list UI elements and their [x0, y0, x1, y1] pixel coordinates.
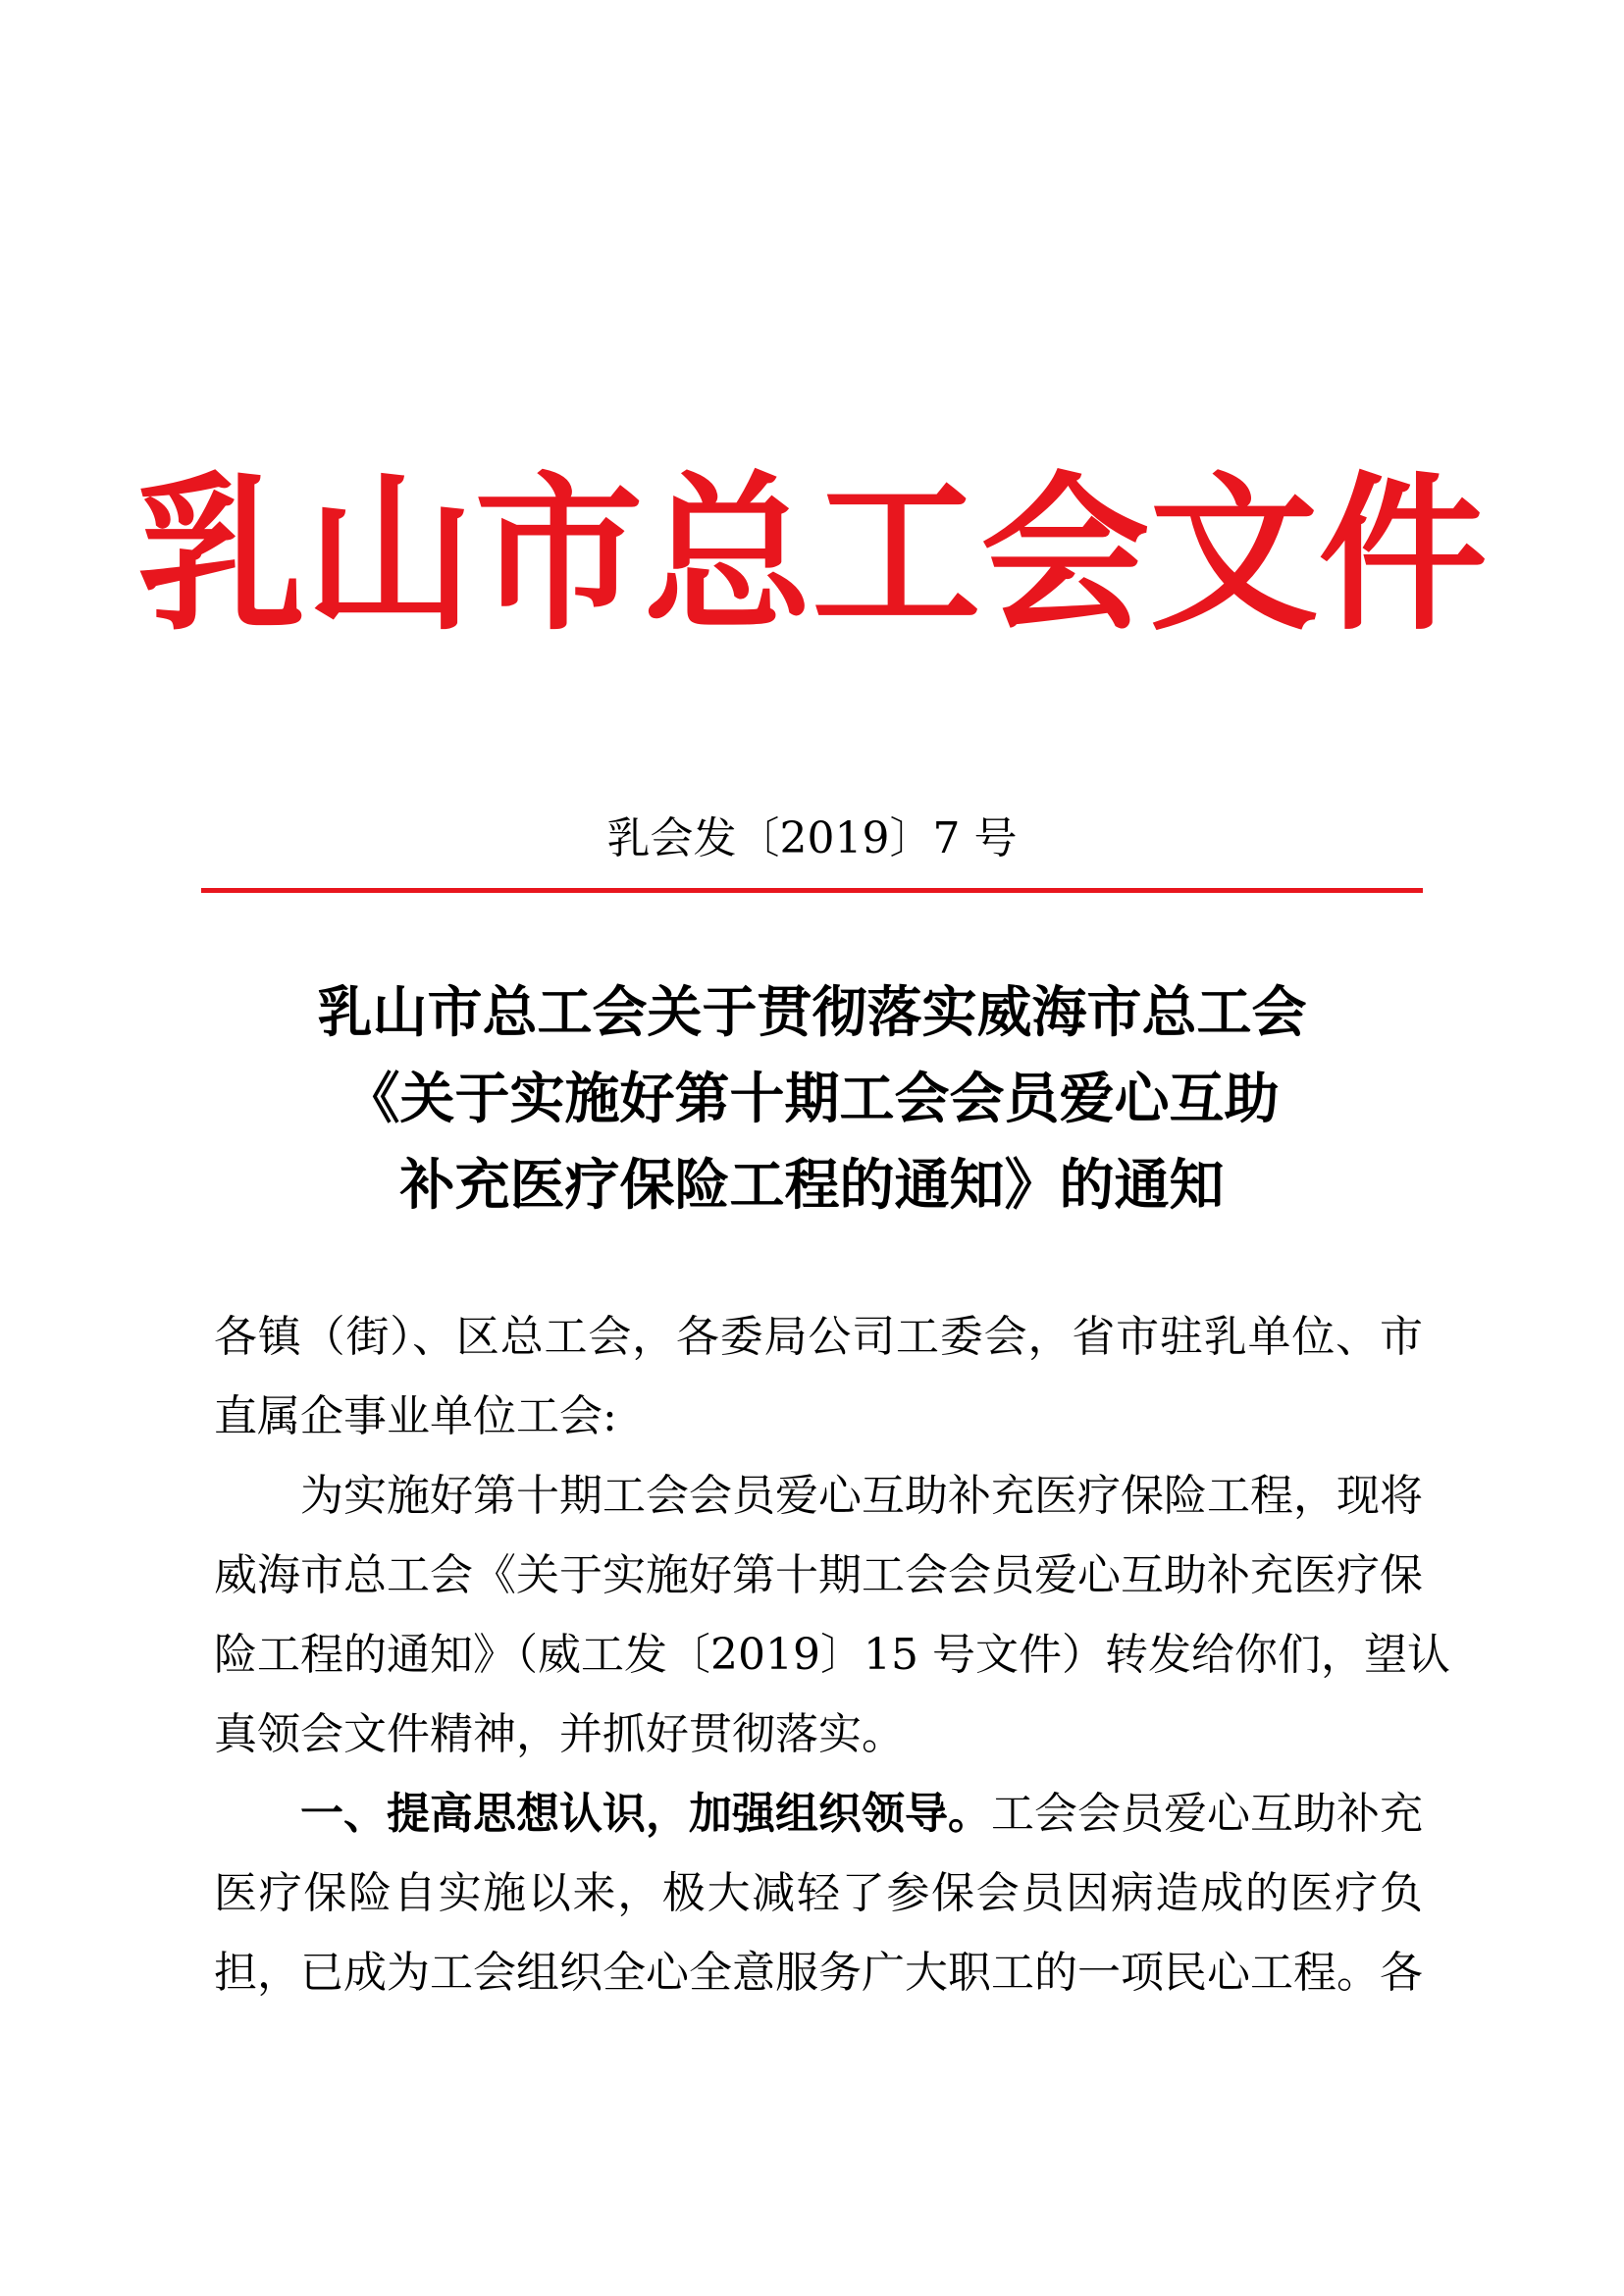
title-line-2: 《关于实施好第十期工会会员爱心互助	[344, 1067, 1280, 1131]
paragraph-line: 真领会文件精神，并抓好贯彻落实。	[214, 1709, 905, 1759]
section-heading: 一、提高思想认识，加强组织领导。	[300, 1789, 991, 1839]
red-separator-line	[201, 888, 1423, 893]
document-number: 乳会发〔2019〕7 号	[606, 813, 1018, 863]
paragraph-line: 险工程的通知》（威工发〔2019〕15 号文件）转发给你们，望认	[214, 1630, 1450, 1680]
paragraph-line: 为实施好第十期工会会员爱心互助补充医疗保险工程，现将	[300, 1471, 1423, 1521]
paragraph-line: 担，已成为工会组织全心全意服务广大职工的一项民心工程。各	[214, 1948, 1423, 1998]
document-body	[214, 1297, 1450, 2012]
masthead-title: 乳山市总工会文件	[136, 454, 1488, 653]
title-line-3: 补充医疗保险工程的通知》的通知	[399, 1153, 1225, 1218]
addressee-line: 直属企事业单位工会:	[214, 1391, 617, 1441]
section-text: 工会会员爱心互助补充	[991, 1789, 1423, 1839]
document-title	[0, 969, 1624, 1228]
paragraph-line: 威海市总工会《关于实施好第十期工会会员爱心互助补充医疗保	[214, 1550, 1423, 1600]
addressee-line: 各镇（街）、区总工会，各委局公司工委会，省市驻乳单位、市	[214, 1312, 1423, 1362]
paragraph-line: 医疗保险自实施以来，极大减轻了参保会员因病造成的医疗负	[214, 1868, 1423, 1918]
title-line-1: 乳山市总工会关于贯彻落实威海市总工会	[317, 980, 1307, 1045]
section-heading-line	[214, 1774, 1423, 1853]
